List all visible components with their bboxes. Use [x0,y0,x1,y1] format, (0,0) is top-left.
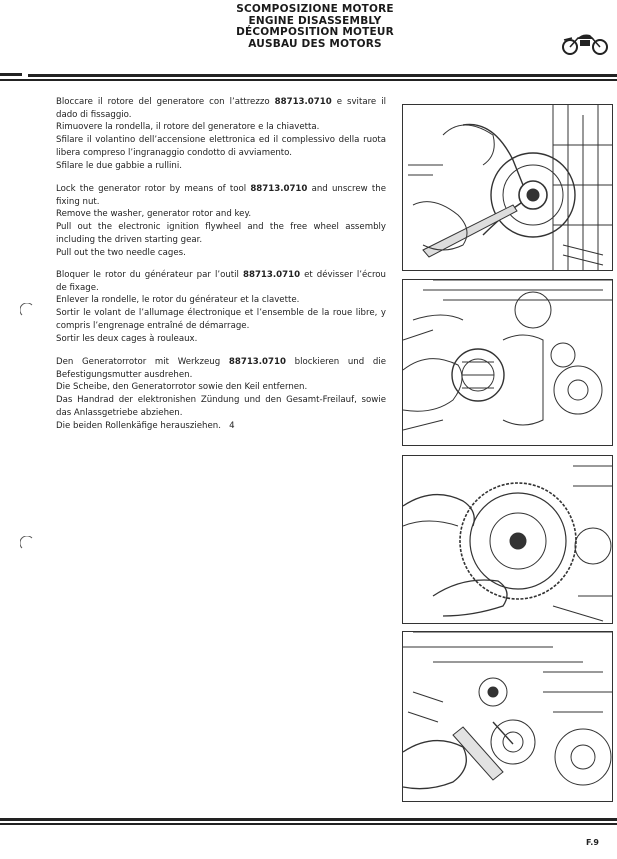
punch-hole-icon [20,536,34,550]
page-header [190,4,440,50]
footer-rule-thin [0,823,617,825]
paragraph: Sfilare le due gabbie a rullini. [56,160,182,171]
tool-code: 88713.0710 [242,270,301,280]
paragraph: Pull out the electronic ignition flywheel and the free wheel assembly including the driven starting gear. [56,222,386,245]
paragraph [56,356,386,381]
paragraph: Die Scheibe, den Generatorrotor sowie den Keil entfernen. [56,382,308,393]
paragraph: Sortir le volant de l’allumage électronique et l’ensemble de la roue libre, y compris l’engrenage entraîné de démarrage. [56,308,386,331]
figure-generator-rotor [402,279,613,446]
paragraph: Enlever la rondelle, le rotor du générateur et la clavette. [56,295,300,306]
paragraph [56,269,386,294]
header-rule [28,74,617,77]
figure-needle-cages [402,631,613,802]
title-italian: SCOMPOSIZIONE MOTORE [236,3,394,15]
tool-code: 88713.0710 [228,357,286,367]
section-french [56,269,386,345]
paragraph: Das Handrad der elektronishen Zündung und den Gesamt-Freilauf, sowie das Anlassgetriebe abziehen. [56,395,386,418]
step-mark: 4 [229,420,235,431]
figure-ignition-flywheel [402,455,613,624]
page-number: F.9 [586,838,599,847]
header-rule-tick [0,73,22,76]
paragraph [56,420,386,433]
text: et dévisser l’écrou de fixage. [56,270,387,293]
title-french: DÉCOMPOSITION MOTEUR [236,26,394,38]
tool-code: 88713.0710 [250,184,308,194]
paragraph: Sfilare il volantino dell’accensione elettronica ed il complessivo della ruota libera compreso l’ingranaggio condotto di avviamento. [56,135,386,158]
text: Bloquer le rotor du générateur par l’outil [56,270,243,280]
text: Bloccare il rotore del generatore con l’attrezzo [56,97,275,107]
paragraph [56,96,386,121]
text: Die beiden Rollenkäfige herausziehen. [56,420,221,431]
footer-rule [0,818,617,821]
motorcycle-icon [560,30,610,60]
text: e svitare il dado di fissaggio. [56,97,386,120]
paragraph: Rimuovere la rondella, il rotore del generatore e la chiavetta. [56,122,320,133]
section-italian [56,96,386,172]
header-rule-thin [0,79,617,81]
figure-locking-tool [402,104,613,271]
title-english: ENGINE DISASSEMBLY [248,14,382,27]
paragraph: Pull out the two needle cages. [56,247,186,258]
paragraph: Remove the washer, generator rotor and key. [56,209,252,220]
punch-hole-icon [20,303,34,317]
text: Lock the generator rotor by means of tool [56,184,251,194]
paragraph [56,183,386,208]
text: blockieren und die Befestigungsmutter ausdrehen. [56,357,386,380]
section-german [56,356,386,432]
section-english [56,183,386,259]
text: Den Generatorrotor mit Werkzeug [56,357,229,367]
text: and unscrew the fixing nut. [56,184,386,207]
tool-code: 88713.0710 [274,97,332,107]
title-german: AUSBAU DES MOTORS [248,37,382,50]
paragraph: Sortir les deux cages à rouleaux. [56,333,198,344]
